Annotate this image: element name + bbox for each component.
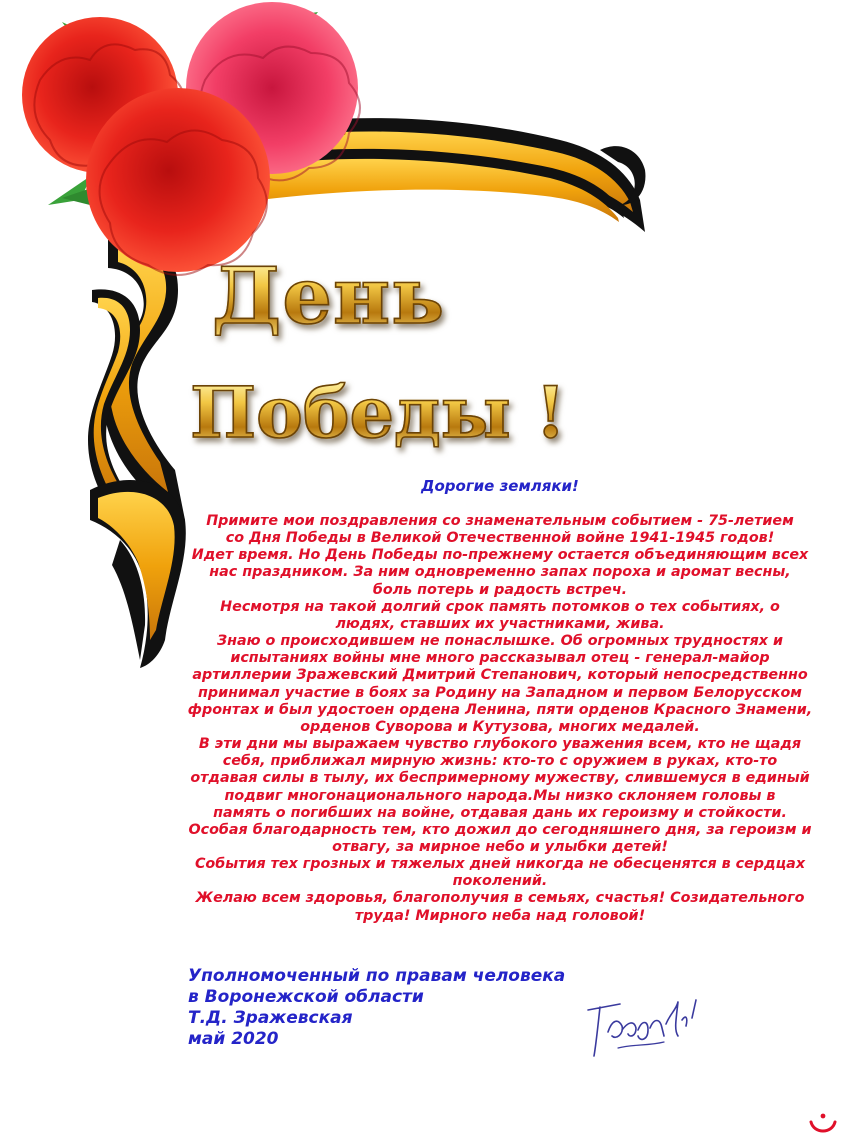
title-line-2: Победы ! — [190, 371, 566, 454]
body-line: Несмотря на такой долгий срок память потомков о тех событиях, о — [220, 598, 780, 615]
body-line: В эти дни мы выражаем чувство глубокого уважения всем, кто не щадя — [198, 736, 802, 753]
body-line: боль потерь и радость встреч. — [372, 581, 628, 598]
body-line: людях, ставших их участниками, жива. — [335, 615, 665, 632]
body-line: Идет время. Но День Победы по-прежнему остается объединяющим всех — [191, 547, 809, 564]
letter-body — [180, 513, 820, 925]
body-line: орденов Суворова и Кутузова, многих медалей. — [300, 718, 700, 735]
body-line: принимал участие в боях за Родину на Западном и первом Белорусском — [198, 684, 802, 701]
body-line: подвиг многонационального народа.Мы низко склоняем головы в — [224, 787, 776, 804]
body-line: Особая благодарность тем, кто дожил до сегодняшнего дня, за героизм и — [188, 821, 812, 838]
title-line-1: День — [212, 251, 446, 342]
body-line: отдавая силы в тылу, их беспримерному мужеству, слившемуся в единый — [190, 770, 810, 787]
signature-block — [188, 966, 565, 1050]
greeting: Дорогие земляки! — [421, 477, 579, 495]
body-line: События тех грозных и тяжелых дней никогда не обесценятся в сердцах — [194, 856, 806, 873]
body-line: себя, приближал мирную жизнь: кто-то с оружием в руках, кто-то — [222, 753, 778, 770]
body-line: Знаю о происходившем не понаслышке. Об огромных трудностях и — [216, 633, 784, 650]
body-line: память о погибших на войне, отдавая дань их героизму и стойкости. — [213, 804, 787, 821]
body-line: Примите мои поздравления со знаменательным событием - 75-летием — [206, 513, 794, 529]
letter-date: май 2020 — [188, 1029, 279, 1049]
body-line: труда! Мирного неба над головой! — [354, 907, 646, 924]
signer-name: Т.Д. Зражевская — [188, 1008, 353, 1028]
body-line: со Дня Победы в Великой Отечественной войне 1941-1945 годов! — [225, 530, 775, 547]
body-line: артиллерии Зражевский Дмитрий Степанович, который непосредственно — [192, 667, 808, 684]
body-line: поколений. — [452, 873, 548, 890]
signer-region: в Воронежской области — [188, 987, 424, 1007]
st-george-ribbon-left-icon — [88, 237, 186, 668]
body-line: фронтах и был удостоен ордена Ленина, пяти орденов Красного Знамени, — [187, 701, 813, 718]
body-line: нас праздником. За ним одновременно запах пороха и аромат весны, — [209, 564, 791, 581]
smile-icon — [806, 1110, 840, 1138]
carnation-flowers-icon — [22, 2, 360, 275]
body-line: отвагу, за мирное небо и улыбки детей! — [332, 838, 668, 855]
body-line: Желаю всем здоровья, благополучия в семьях, счастья! Созидательного — [195, 890, 805, 907]
signer-title: Уполномоченный по правам человека — [188, 966, 566, 986]
body-line: испытаниях войны мне много рассказывал отец - генерал-майор — [230, 650, 770, 667]
handwritten-signature-icon — [578, 990, 718, 1070]
